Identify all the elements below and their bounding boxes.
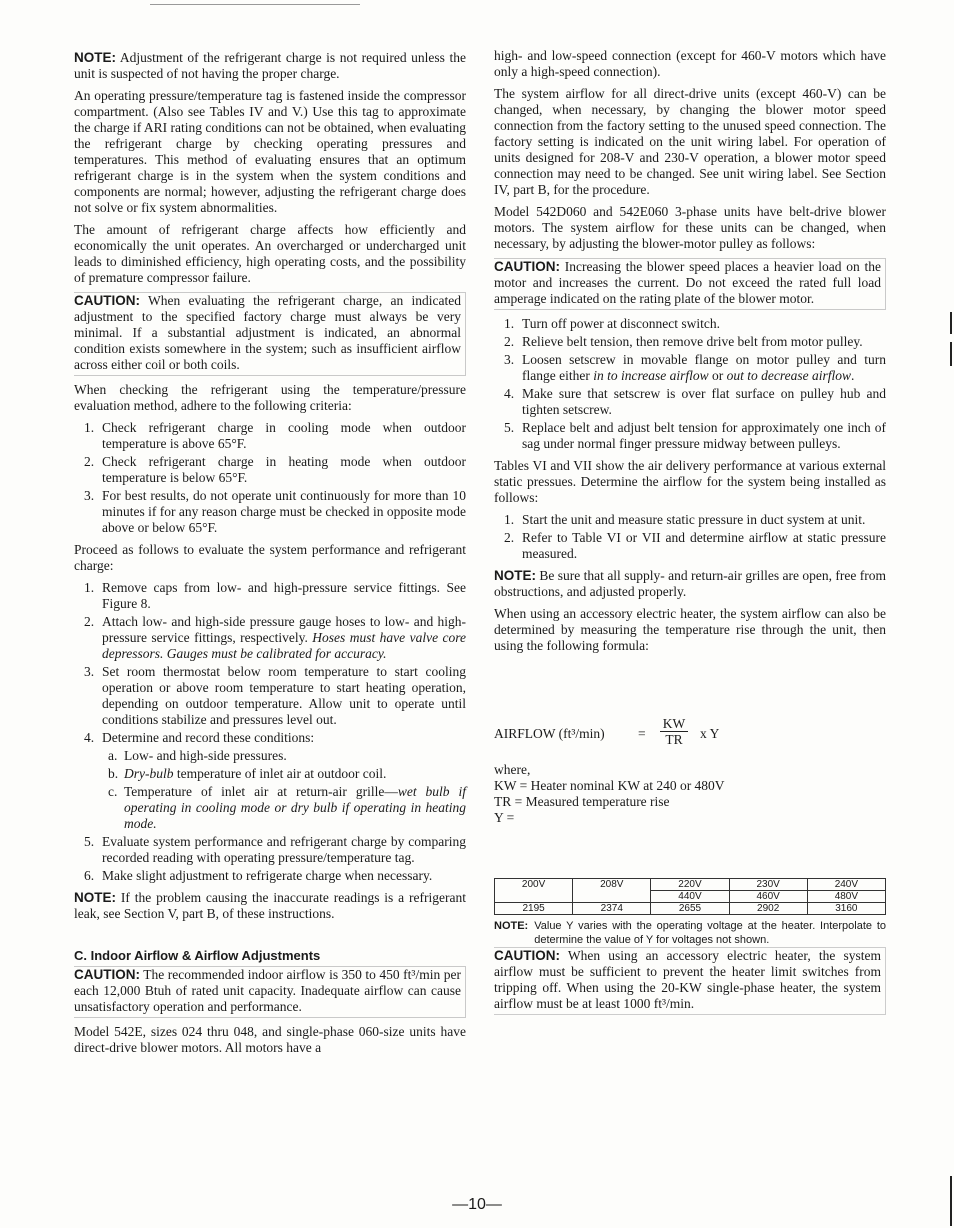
paragraph-direct-drive-airflow: The system airflow for all direct-drive units (except 460-V) can be changed, when necessary, by changing the blower motor speed connection from the factory setting to the unused speed connection. The factory setting is indicated on the unit wiring label. For operation of units designed for 208-V and 230-V operation, a blower motor speed connection may need to be changed. See unit wiring label. See Section IV, part B, for the procedure.	[494, 86, 886, 197]
margin-mark	[950, 312, 952, 334]
list-item: 3. Set room thermostat below room temperature to start cooling operation or above room temperature to start heating operation, depending on outdoor temperature. Allow unit to operate until conditions stabilize and pressures level out.	[84, 664, 466, 727]
airflow-steps-list	[494, 512, 886, 562]
formula-lhs: AIRFLOW (ft³/min)	[494, 726, 605, 741]
list-item: 2. Relieve belt tension, then remove drive belt from motor pulley.	[504, 334, 863, 349]
conditions-sublist	[102, 748, 466, 832]
list-item: 6. Make slight adjustment to refrigerate charge when necessary.	[84, 868, 433, 883]
paragraph-belt-drive: Model 542D060 and 542E060 3-phase units have belt-drive blower motors. The system airflow for these units can be changed, when necessary, by adjusting the blower-motor pulley as follows:	[494, 204, 886, 251]
list-item: 2. Check refrigerant charge in heating mode when outdoor temperature is below 65°F.	[84, 454, 466, 485]
table-row	[495, 879, 886, 891]
margin-mark	[950, 1176, 952, 1226]
definition-line: TR = Measured temperature rise	[494, 794, 670, 809]
list-item: a. Low- and high-side pressures.	[108, 748, 287, 763]
formula-definitions	[494, 762, 886, 826]
caution-heater-airflow: CAUTION: When using an accessory electric heater, the system airflow must be sufficient to prevent the heater limit switches from tripping off. When using the 20-KW single-phase heater, the system airflow must be at least 1000 ft³/min.	[494, 947, 886, 1015]
list-item: 1. Turn off power at disconnect switch.	[504, 316, 720, 331]
list-item: 2. Attach low- and high-side pressure gauge hoses to low- and high-pressure service fittings, respectively. Hoses must have valve core depressors. Gauges must be calibrated for accuracy.	[84, 614, 466, 661]
formula-denominator: TR	[665, 732, 683, 747]
paragraph-charge-efficiency: The amount of refrigerant charge affects how efficiently and economically the unit operates. An overcharged or undercharged unit leads to diminished efficiency, high operating costs, and the possibility of premature compressor failure.	[74, 222, 466, 285]
list-item: 4. Make sure that setscrew is over flat surface on pulley hub and tighten setscrew.	[504, 386, 886, 417]
evaluation-steps-list	[74, 580, 466, 884]
table-cell: 2902	[729, 903, 807, 915]
table-cell: 2655	[651, 903, 729, 915]
note-adjustment: NOTE: Adjustment of the refrigerant charge is not required unless the unit is suspected of not having the proper charge.	[74, 50, 466, 81]
note-refrigerant-leak: NOTE: If the problem causing the inaccurate readings is a refrigerant leak, see Section V, part B, of these instructions.	[74, 890, 466, 921]
list-item: 5. Evaluate system performance and refrigerant charge by comparing recorded reading with operating pressure/temperature tag.	[84, 834, 466, 865]
caution-evaluating-charge: CAUTION: When evaluating the refrigerant charge, an indicated adjustment to the specified factory charge must always be very minimal. If a substantial adjustment is indicated, an abnormal condition exists somewhere in the system; such as insufficient airflow across either coil or both coils.	[74, 292, 466, 376]
definition-line: where,	[494, 762, 531, 777]
list-item: 2. Refer to Table VI or VII and determine airflow at static pressure measured.	[504, 530, 886, 561]
table-cell: 240V	[807, 879, 885, 891]
table-cell: 3160	[807, 903, 885, 915]
caution-blower-speed: CAUTION: Increasing the blower speed places a heavier load on the motor and increases the current. Do not exceed the rated full load amperage indicated on the rating plate of the blower motor.	[494, 258, 886, 310]
paragraph-speed-connection: high- and low-speed connection (except for 460-V motors which have only a high-speed connection).	[494, 48, 886, 79]
paragraph-tables-intro: Tables VI and VII show the air delivery performance at various external static pressues. Determine the airflow for the system being installed as follows:	[494, 458, 886, 505]
formula-fraction	[660, 716, 688, 747]
definition-line: Y =	[494, 810, 515, 825]
airflow-formula	[494, 716, 886, 756]
formula-rhs: x Y	[700, 726, 720, 741]
paragraph-proceed: Proceed as follows to evaluate the system performance and refrigerant charge:	[74, 542, 466, 573]
table-cell: 480V	[807, 891, 885, 903]
list-item: 1. Check refrigerant charge in cooling mode when outdoor temperature is above 65°F.	[84, 420, 466, 451]
list-item: 4. Determine and record these conditions: a. Low- and high-side pressures. b. Dry-bulb temperature of inlet air at outdoor coil. c. Temperature of inlet air at return-air grille—wet bulb if operating in cooling mode or dry bulb if operating in heating mode.	[84, 730, 466, 831]
list-item: c. Temperature of inlet air at return-air grille—wet bulb if operating in cooling mode or dry bulb if operating in heating mode.	[108, 784, 466, 831]
list-item: 5. Replace belt and adjust belt tension for approximately one inch of sag under normal finger pressure midway between pulleys.	[504, 420, 886, 451]
right-column	[494, 48, 886, 1021]
paragraph-heater-formula-intro: When using an accessory electric heater, the system airflow can also be determined by measuring the temperature rise through the unit, then using the following formula:	[494, 606, 886, 653]
belt-adjust-steps-list	[494, 316, 886, 452]
paragraph-direct-drive: Model 542E, sizes 024 thru 048, and single-phase 060-size units have direct-drive blower motors. All motors have a	[74, 1024, 466, 1055]
paragraph-pressure-tag: An operating pressure/temperature tag is fastened inside the compressor compartment. (Also see Tables IV and V.) Use this tag to approximate the charge if ARI rating conditions can not be obtained, when evaluating the refrigerant charge by checking operating pressures and temperatures. This method of evaluating ensures that an optimum refrigerant charge is in the system when the system conditions and components are normal; however, adjusting the refrigerant charge does not solve or fix system abnormalities.	[74, 88, 466, 215]
list-item: 1. Start the unit and measure static pressure in duct system at unit.	[504, 512, 866, 527]
page-number: —10—	[452, 1196, 502, 1213]
table-cell: 220V	[651, 879, 729, 891]
table-cell: 208V	[573, 879, 651, 903]
margin-mark	[950, 342, 952, 366]
note-grilles-open: NOTE: Be sure that all supply- and return-air grilles are open, free from obstructions, and adjusted properly.	[494, 568, 886, 599]
list-item: 3. For best results, do not operate unit continuously for more than 10 minutes if for any reason charge must be checked in opposite mode above or below 65°F.	[84, 488, 466, 535]
caution-recommended-airflow: CAUTION: The recommended indoor airflow is 350 to 450 ft³/min per each 12,000 Btuh of rated unit capacity. Inadequate airflow can cause unsatisfactory operation and performance.	[74, 966, 466, 1018]
top-rule	[150, 4, 360, 5]
table-cell: 2374	[573, 903, 651, 915]
table-cell: 2195	[495, 903, 573, 915]
table-cell: 200V	[495, 879, 573, 903]
table-cell: 440V	[651, 891, 729, 903]
table-cell: 230V	[729, 879, 807, 891]
table-note: NOTE: Value Y varies with the operating voltage at the heater. Interpolate to determine the value of Y for voltages not shown.	[494, 920, 886, 946]
list-item: 3. Loosen setscrew in movable flange on motor pulley and turn flange either in to increase airflow or out to decrease airflow.	[504, 352, 886, 383]
list-item: b. Dry-bulb temperature of inlet air at outdoor coil.	[108, 766, 387, 781]
definition-line: KW = Heater nominal KW at 240 or 480V	[494, 778, 725, 793]
voltage-y-table	[494, 878, 886, 915]
paragraph-criteria-intro: When checking the refrigerant using the temperature/pressure evaluation method, adhere to the following criteria:	[74, 382, 466, 413]
table-row	[495, 903, 886, 915]
section-heading-indoor-airflow: C. Indoor Airflow & Airflow Adjustments	[74, 948, 321, 963]
list-item: 1. Remove caps from low- and high-pressure service fittings. See Figure 8.	[84, 580, 466, 611]
table-cell: 460V	[729, 891, 807, 903]
left-column	[74, 50, 466, 1062]
formula-equals: =	[638, 726, 646, 741]
criteria-list	[74, 420, 466, 536]
formula-numerator: KW	[660, 716, 688, 732]
